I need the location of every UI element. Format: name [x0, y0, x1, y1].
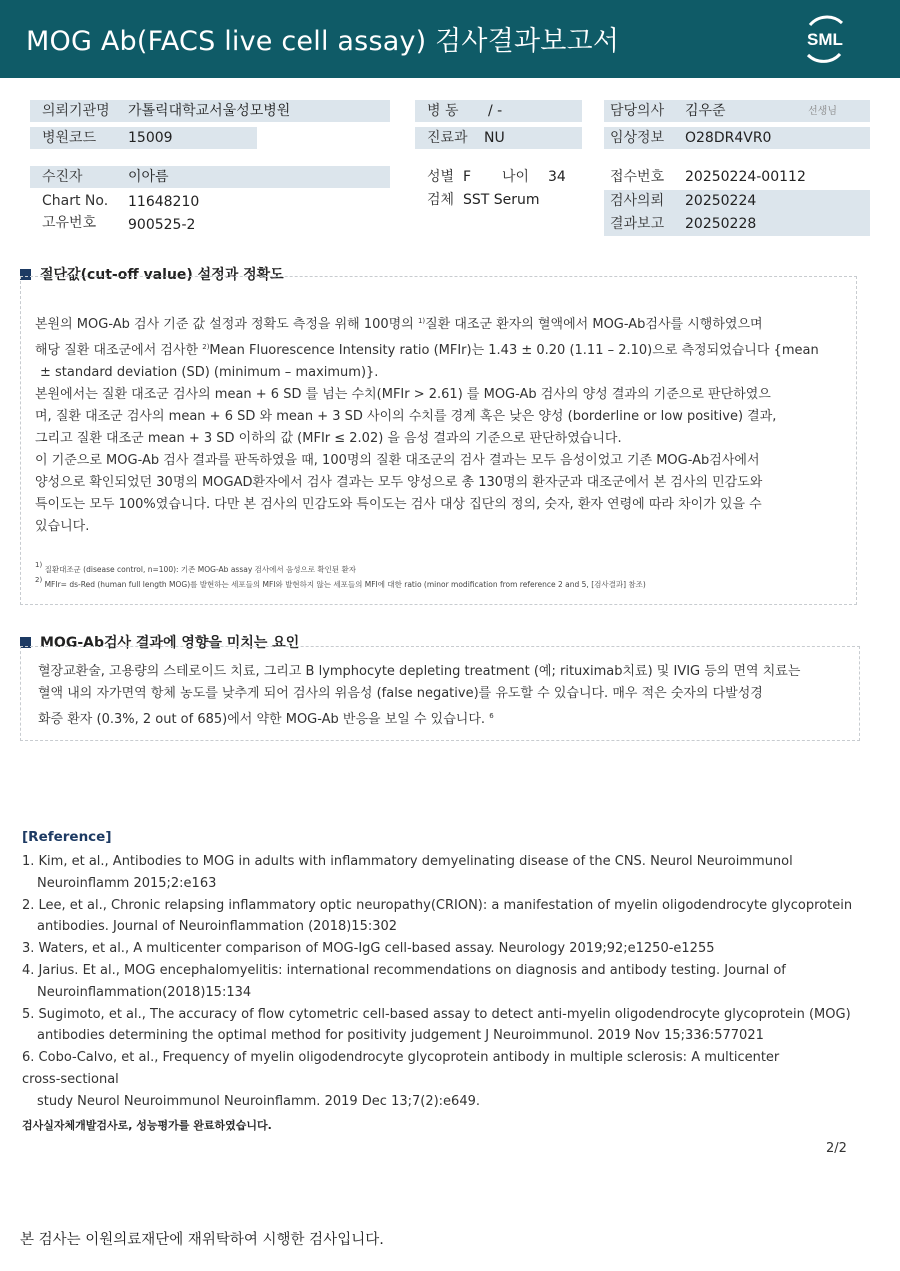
section-cutoff-text [35, 310, 819, 538]
hospital-code-value: 15009 [128, 130, 173, 146]
hospital-code-label: 병원코드 [42, 130, 97, 146]
section-factors-title: MOG-Ab검사 결과에 영향을 미치는 요인 [40, 635, 300, 651]
ward-value: / - [488, 103, 503, 119]
reference-line: antibodies. Journal of Neuroinflammation (2018)15:302 [37, 919, 398, 935]
clinical-value: O28DR4VR0 [685, 130, 772, 146]
logo-text: SML [807, 30, 843, 49]
footer-text: 본 검사는 이원의료재단에 재위탁하여 시행한 검사입니다. [20, 1232, 384, 1248]
institution-label: 의뢰기관명 [42, 103, 110, 119]
report-header [0, 0, 900, 78]
section-cutoff-title: 절단값(cut-off value) 설정과 정확도 [40, 267, 284, 283]
request-label: 검사의뢰 [610, 193, 665, 209]
reference-title: [Reference] [22, 829, 112, 845]
cutoff-line: 있습니다. [35, 519, 90, 534]
reference-line: 2. Lee, et al., Chronic relapsing inflammatory optic neuropathy(CRION): a manifestation of myelin oligodendrocyte glycoprotein [22, 897, 853, 913]
factors-line: 혈장교환술, 고용량의 스테로이드 치료, 그리고 B lymphocyte depleting treatment (예; rituximab치료) 및 IVIG 등의 면역 치료는 [38, 664, 801, 679]
chart-no-label: Chart No. [42, 193, 109, 209]
reference-line: 6. Cobo-Calvo, et al., Frequency of myelin oligodendrocyte glycoprotein antibody in multiple sclerosis: A multicenter [22, 1050, 780, 1066]
reference-line: 1. Kim, et al., Antibodies to MOG in adults with inflammatory demyelinating disease of the CNS. Neurol Neuroimmunol [22, 854, 793, 869]
age-label: 나이 [502, 169, 530, 185]
footnote-1: 1) 질환대조군 (disease control, n=100): 기존 MOG-Ab assay 검사에서 음성으로 확인된 환자 [35, 561, 356, 574]
report-label: 결과보고 [610, 216, 665, 232]
factors-line: 혈액 내의 자가면역 항체 농도를 낮추게 되어 검사의 위음성 (false negative)를 유도할 수 있습니다. 매우 적은 숫자의 다발성경 [38, 686, 763, 701]
sml-logo [796, 12, 854, 66]
unique-id-value: 900525-2 [128, 217, 196, 233]
factors-line: 화증 환자 (0.3%, 2 out of 685)에서 약한 MOG-Ab 반응을 보일 수 있습니다. $^6$ [38, 712, 494, 727]
reference-line: antibodies determining the optimal method for positivity judgement J Neuroimmunol. 2019 Nov 15;336:577021 [37, 1028, 764, 1044]
reference-line: 3. Waters, et al., A multicenter comparison of MOG-IgG cell-based assay. Neurology 2019;92;e1250-e1255 [22, 941, 715, 957]
reference-line: 4. Jarius. Et al., MOG encephalomyelitis: international recommendations on diagnosis and antibody testing. Journal of [22, 963, 786, 978]
reference-line: 5. Sugimoto, et al., The accuracy of flow cytometric cell-based assay to detect anti-myelin oligodendrocyte glycoprotein (MOG) [22, 1006, 851, 1022]
doctor-value: 김우준 [685, 103, 726, 119]
cutoff-line: 그리고 질환 대조군 mean + 3 SD 이하의 값 (MFIr ≤ 2.02) 을 음성 결과의 기준으로 판단하였습니다. [35, 431, 622, 446]
patient-bar [30, 166, 390, 188]
validation-note: 검사실자체개발검사로, 성능평가를 완료하였습니다. [22, 1119, 272, 1132]
footnote-2: 2) MFIr= ds-Red (human full length MOG)를 발현하는 세포들의 MFI와 발현하지 않는 세포들의 MFI에 대한 ratio (minor modification from reference 2 and 5, [검사결과] 참조) [35, 576, 646, 589]
specimen-label: 검체 [427, 192, 455, 208]
cutoff-line: 해당 질환 대조군에서 검사한 $^{2)}$Mean Fluorescence Intensity ratio (MFIr)는 1.43 ± 0.20 (1.11 – 2.10)으로 측정되었습니다 {mean [35, 343, 819, 358]
doctor-label: 담당의사 [610, 103, 665, 119]
cutoff-line: ± standard deviation (SD) (minimum – maximum)}. [40, 365, 379, 380]
report-title: MOG Ab(FACS live cell assay) 검사결과보고서 [26, 26, 620, 57]
cutoff-line: 이 기준으로 MOG-Ab 검사 결과를 판독하였을 때, 100명의 질환 대조군의 검사 결과는 모두 음성이었고 기존 MOG-Ab검사에서 [35, 453, 760, 468]
reference-line: cross-sectional [22, 1072, 119, 1087]
specimen-value: SST Serum [463, 192, 540, 208]
reference-line: study Neurol Neuroimmunol Neuroinflamm. 2019 Dec 13;7(2):e649. [37, 1093, 481, 1109]
receipt-label: 접수번호 [610, 169, 665, 185]
reference-line: Neuroinflamm 2015;2:e163 [37, 875, 217, 891]
institution-value: 가톨릭대학교서울성모병원 [128, 103, 291, 119]
patient-label: 수진자 [42, 169, 83, 185]
doctor-suffix: 선생님 [808, 106, 837, 117]
chart-no-value: 11648210 [128, 194, 200, 210]
sex-value: F [463, 169, 472, 185]
report-value: 20250228 [685, 216, 757, 232]
sex-label: 성별 [427, 169, 455, 185]
reference-line: Neuroinflammation(2018)15:134 [37, 984, 252, 1000]
clinical-label: 임상정보 [610, 130, 665, 146]
unique-id-label: 고유번호 [42, 215, 97, 231]
cutoff-line: 본원의 MOG-Ab 검사 기준 값 설정과 정확도 측정을 위해 100명의 $^{1)}$질환 대조군 환자의 혈액에서 MOG-Ab검사를 시행하였으며 [35, 317, 763, 332]
age-value: 34 [548, 169, 566, 185]
cutoff-line: 며, 질환 대조군 검사의 mean + 6 SD 와 mean + 3 SD 사이의 수치를 경계 혹은 낮은 양성 (borderline or low positive) 결과, [35, 409, 777, 424]
cutoff-line: 본원에서는 질환 대조군 검사의 mean + 6 SD 를 넘는 수치(MFIr > 2.61) 를 MOG-Ab 검사의 양성 결과의 기준으로 판단하였으 [35, 387, 771, 402]
page-number: 2/2 [826, 1141, 847, 1156]
ward-label: 병 동 [427, 103, 459, 119]
request-value: 20250224 [685, 193, 757, 209]
section-factors-text [38, 661, 800, 731]
patient-value: 이아름 [128, 169, 169, 185]
dept-label: 진료과 [427, 130, 468, 146]
receipt-value: 20250224-00112 [685, 169, 806, 185]
cutoff-line: 특이도는 모두 100%였습니다. 다만 본 검사의 민감도와 특이도는 검사 대상 집단의 정의, 숫자, 환자 연령에 따라 차이가 있을 수 [35, 497, 762, 512]
cutoff-line: 양성으로 확인되었던 30명의 MOGAD환자에서 검사 결과는 모두 양성으로 총 130명의 환자군과 대조군에서 본 검사의 민감도와 [35, 475, 763, 490]
dept-value: NU [484, 130, 505, 146]
